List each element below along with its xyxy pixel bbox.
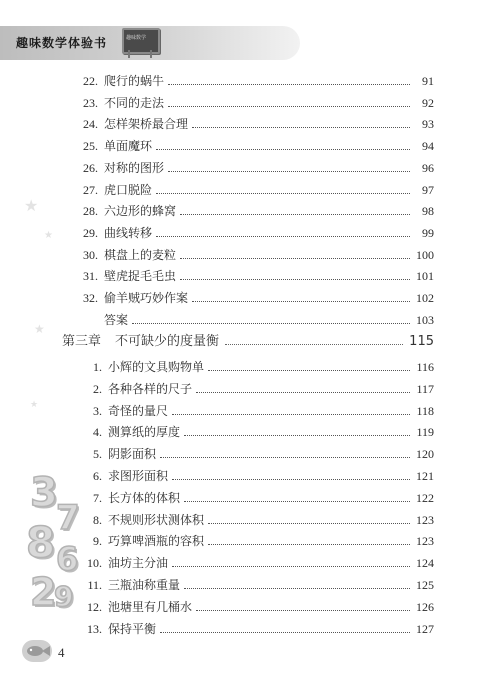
toc-entry-number: 28. — [83, 204, 98, 219]
toc-entry[interactable] — [82, 490, 434, 506]
toc-entry-page: 120 — [416, 447, 434, 462]
leader-dots — [172, 566, 410, 567]
toc-entry-number: 32. — [83, 291, 98, 305]
toc-entry-title: 六边形的蜂窝 — [104, 204, 177, 219]
decor-digit-2: 2 — [30, 570, 57, 614]
toc-entry[interactable] — [76, 160, 434, 176]
toc-entry-number: 25. — [83, 139, 98, 154]
toc-entry-number: 22. — [83, 74, 98, 88]
leader-dots — [184, 501, 410, 502]
toc-entry-number: 10. — [87, 556, 102, 571]
star-icon: ★ — [34, 322, 45, 336]
leader-dots — [160, 632, 410, 633]
toc-entry[interactable] — [76, 73, 434, 89]
toc-entry-page: 116 — [416, 360, 434, 374]
leader-dots — [168, 106, 410, 107]
toc-entry-page: 124 — [416, 556, 434, 571]
leader-dots — [172, 479, 410, 480]
toc-entry-title: 棋盘上的麦粒 — [104, 247, 177, 262]
book-title: 趣味数学体验书 — [16, 36, 108, 50]
leader-dots — [180, 279, 410, 280]
toc-entry-page: 122 — [416, 490, 434, 505]
toc-entry-page: 127 — [416, 621, 434, 636]
toc-entry[interactable] — [82, 512, 434, 528]
toc-entry-title: 不规则形状测体积 — [108, 512, 205, 527]
toc-entry-page: 91 — [422, 74, 434, 88]
toc-entry-title: 油坊主分油 — [108, 556, 169, 571]
decor-digit-8: 8 — [26, 518, 56, 567]
chapter-page: 115 — [409, 334, 434, 349]
leader-dots — [184, 588, 410, 589]
toc-entry[interactable] — [82, 424, 434, 440]
toc-entry-page: 103 — [416, 312, 434, 327]
toc-entry-page: 99 — [422, 225, 434, 240]
leader-dots — [208, 370, 410, 371]
toc-entry-title: 三瓶油称重量 — [108, 578, 181, 592]
toc-entry-page: 125 — [416, 578, 434, 592]
toc-entry[interactable] — [76, 290, 434, 306]
toc-entry-title: 求图形面积 — [108, 469, 169, 483]
toc-entry-title: 各种各样的尺子 — [108, 381, 193, 396]
leader-dots — [160, 457, 410, 458]
star-icon: ★ — [30, 400, 39, 410]
toc-entry-page: 126 — [416, 599, 434, 614]
toc-entry-title: 池塘里有几桶水 — [108, 599, 193, 614]
leader-dots — [225, 344, 403, 345]
toc-entry-number: 29. — [83, 225, 98, 240]
chalkboard-leg — [128, 50, 130, 58]
chalkboard-leg — [150, 50, 152, 58]
toc-entry-number: 6. — [93, 469, 102, 483]
toc-entry-page: 123 — [416, 512, 434, 527]
leader-dots — [180, 214, 410, 215]
toc-entry-title: 虎口脱险 — [104, 182, 153, 197]
toc-entry-number: 3. — [93, 403, 102, 418]
leader-dots — [156, 236, 410, 237]
leader-dots — [156, 149, 410, 150]
toc-entry[interactable] — [82, 577, 434, 593]
star-icon: ★ — [24, 196, 39, 215]
toc-entry-title: 巧算啤酒瓶的容积 — [108, 534, 205, 549]
toc-entry-number: 31. — [83, 269, 98, 284]
leader-dots — [132, 323, 410, 324]
toc-entry[interactable] — [82, 555, 434, 571]
toc-entry[interactable] — [82, 381, 434, 397]
toc-entry-number: 23. — [83, 95, 98, 110]
toc-entry-number: 11. — [87, 578, 102, 592]
toc-entry-number: 9. — [93, 534, 102, 549]
leader-dots — [156, 193, 410, 194]
toc-entry[interactable] — [76, 116, 434, 132]
leader-dots — [196, 392, 410, 393]
chapter-label: 第三章 — [62, 334, 102, 349]
toc-entry-page: 92 — [422, 95, 434, 110]
toc-entry[interactable] — [82, 446, 434, 462]
toc-entry-page: 98 — [422, 204, 434, 219]
toc-entry-title: 曲线转移 — [104, 225, 153, 240]
page-number: 4 — [58, 645, 65, 660]
toc-entry-title: 偷羊贼巧妙作案 — [104, 291, 189, 305]
toc-entry-page: 123 — [416, 534, 434, 549]
leader-dots — [168, 171, 410, 172]
star-icon: ★ — [44, 230, 53, 241]
toc-entry-number: 8. — [93, 512, 102, 527]
leader-dots — [196, 610, 410, 611]
toc-entry-number: 24. — [83, 117, 98, 132]
leader-dots — [168, 84, 410, 85]
toc-entry-title: 不同的走法 — [104, 95, 165, 110]
toc-entry-title: 答案 — [104, 312, 129, 327]
toc-entry[interactable] — [76, 225, 434, 241]
toc-entry[interactable] — [76, 182, 434, 198]
toc-entry-title: 对称的图形 — [104, 160, 165, 175]
toc-entry-page: 119 — [416, 425, 434, 440]
toc-entry[interactable] — [82, 621, 434, 637]
toc-entry-page: 101 — [416, 269, 434, 284]
toc-entry[interactable] — [76, 203, 434, 219]
toc-entry-title: 阴影面积 — [108, 447, 157, 462]
toc-entry[interactable] — [82, 533, 434, 549]
fish-icon — [24, 643, 52, 659]
toc-entry-title: 长方体的体积 — [108, 490, 181, 505]
decor-digit-6: 6 — [56, 540, 79, 578]
leader-dots — [208, 523, 410, 524]
toc-entry-number: 13. — [87, 621, 102, 636]
leader-dots — [208, 544, 410, 545]
toc-entry-number: 2. — [93, 381, 102, 396]
toc-entry-title: 测算纸的厚度 — [108, 425, 181, 440]
decor-digit-7: 7 — [56, 498, 80, 538]
chapter-title: 不可缺少的度量衡 — [115, 334, 220, 349]
toc-entry-page: 102 — [416, 291, 434, 305]
toc-entry-page: 100 — [416, 247, 434, 262]
chalkboard-text: 趣味数学 — [126, 35, 147, 41]
leader-dots — [180, 258, 410, 259]
toc-entry-page: 118 — [416, 403, 434, 418]
leader-dots — [184, 435, 410, 436]
toc-entry-title: 单面魔环 — [104, 139, 153, 154]
toc-entry-title: 爬行的蜗牛 — [104, 74, 165, 88]
toc-entry[interactable] — [76, 268, 434, 284]
decor-digit-9: 9 — [54, 580, 74, 613]
toc-entry-number: 30. — [83, 247, 98, 262]
toc-entry[interactable] — [82, 403, 434, 419]
toc-entry-title: 保持平衡 — [108, 621, 157, 636]
toc-entry-page: 93 — [422, 117, 434, 132]
leader-dots — [192, 301, 410, 302]
toc-entry-page: 117 — [416, 381, 434, 396]
toc-entry[interactable] — [76, 247, 434, 263]
toc-entry-title: 怎样架桥最合理 — [104, 117, 189, 132]
toc-entry[interactable] — [82, 599, 434, 615]
chapter-heading[interactable] — [62, 333, 434, 351]
toc-entry[interactable] — [82, 468, 434, 484]
toc-entry-number: 1. — [93, 360, 102, 374]
toc-entry-title: 小辉的文具购物单 — [108, 360, 205, 374]
toc-entry-page: 96 — [422, 160, 434, 175]
toc-entry-number: 4. — [93, 425, 102, 440]
toc-entry-page: 97 — [422, 182, 434, 197]
toc-entry-title: 奇怪的量尺 — [108, 403, 169, 418]
leader-dots — [192, 127, 410, 128]
toc-entry-page: 121 — [416, 469, 434, 483]
decor-digit-3: 3 — [30, 470, 58, 516]
toc-entry-page: 94 — [422, 139, 434, 154]
toc-entry-number: 12. — [87, 599, 102, 614]
toc-entry[interactable] — [76, 138, 434, 154]
toc-entry-title: 壁虎捉毛毛虫 — [104, 269, 177, 284]
toc-entry[interactable] — [76, 312, 434, 328]
toc-entry-number: 27. — [83, 182, 98, 197]
toc-entry[interactable] — [82, 359, 434, 375]
toc-entry-number: 5. — [93, 447, 102, 462]
toc-entry[interactable] — [76, 95, 434, 111]
toc-entry-number: 26. — [83, 160, 98, 175]
leader-dots — [172, 414, 410, 415]
toc-entry-number: 7. — [93, 490, 102, 505]
